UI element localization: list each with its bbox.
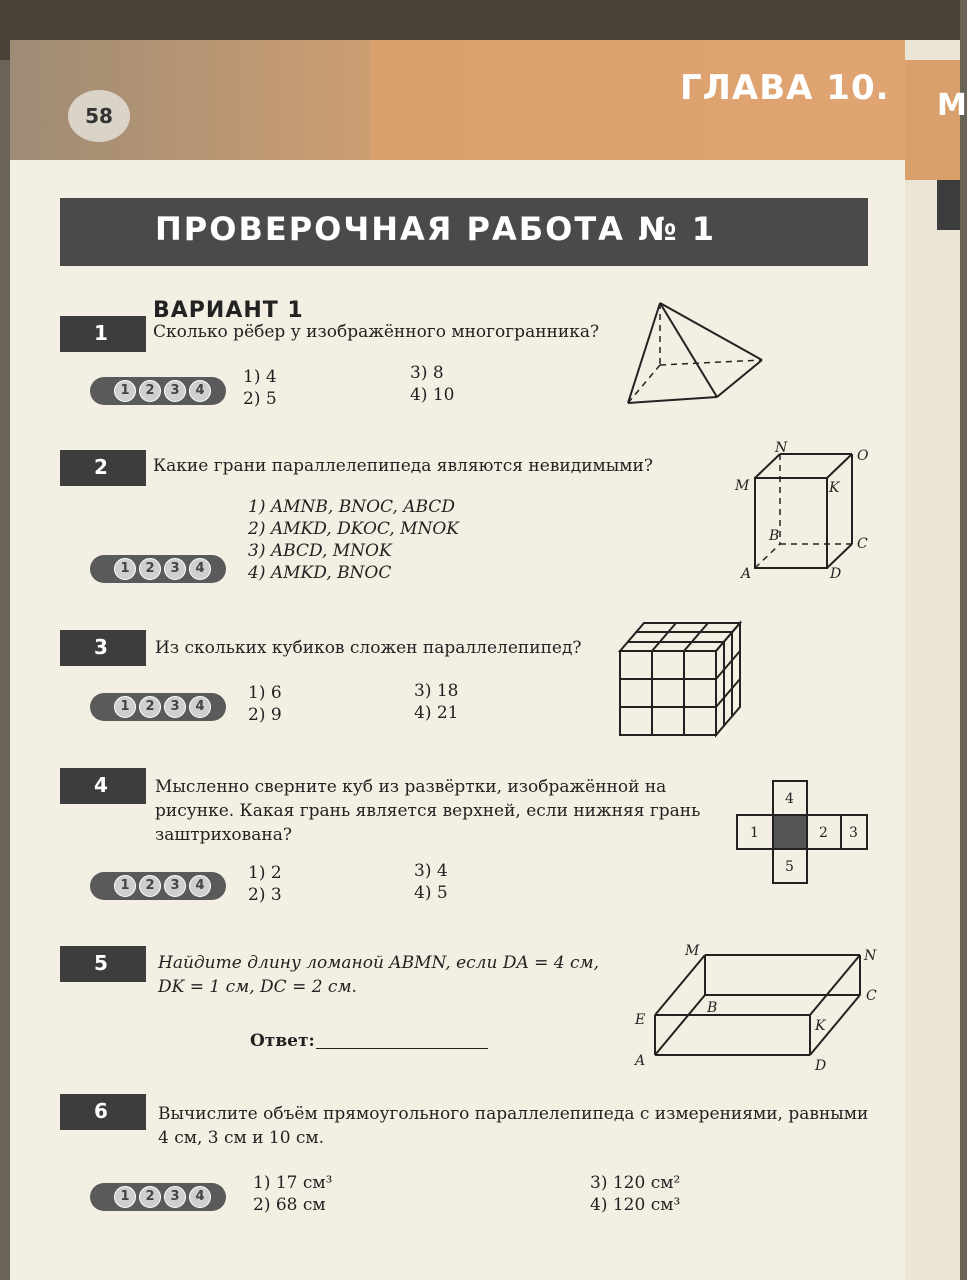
answer-circle[interactable]: 4 (189, 875, 211, 897)
q2-option-3 (248, 540, 392, 562)
q4-option-2: 2) 3 (248, 885, 282, 905)
label-a: A (635, 1053, 646, 1069)
answer-circle[interactable]: 1 (114, 558, 136, 580)
q2-option-4 (248, 562, 391, 584)
label-c: C (857, 536, 868, 552)
cube-stack-figure (610, 615, 750, 740)
q2-option-1 (248, 496, 455, 518)
answer-circle[interactable]: 4 (189, 1186, 211, 1208)
question-1-text: Сколько рёбер у изображённого многогранника? (153, 322, 600, 342)
q2-option-2-text: 2) AMKD, DKOC, MNOK (248, 519, 460, 539)
page-number: 58 (68, 90, 130, 142)
label-b: B (707, 1000, 718, 1016)
label-m: M (735, 478, 750, 494)
q6-option-1: 1) 17 см³ (253, 1173, 333, 1193)
q6-option-2: 2) 68 см (253, 1195, 326, 1215)
right-page (905, 40, 967, 1280)
q2-option-2 (248, 518, 459, 540)
label-a: A (741, 566, 752, 582)
question-6-text-line2: 4 см, 3 см и 10 см. (158, 1128, 325, 1148)
q3-option-1: 1) 6 (248, 683, 282, 703)
q4-option-4: 4) 5 (414, 883, 448, 903)
net-face-top: 4 (785, 791, 794, 807)
question-4-text-line1: Мысленно сверните куб из развёртки, изображённой на (155, 777, 667, 797)
answer-circle[interactable]: 1 (114, 1186, 136, 1208)
pyramid-figure (610, 295, 780, 410)
label-o: O (857, 448, 869, 464)
q3-option-4: 4) 21 (414, 703, 459, 723)
answer-circles-4[interactable] (90, 872, 226, 900)
question-2-text: Какие грани параллелепипеда являются невидимыми? (153, 456, 653, 476)
q1-option-4: 4) 10 (410, 385, 455, 405)
book-page (10, 40, 905, 1280)
q1-option-1: 1) 4 (243, 367, 277, 387)
header-shade (10, 40, 370, 160)
net-face-right: 2 (819, 825, 828, 841)
question-number-5: 5 (60, 946, 146, 982)
answer-circles-1[interactable] (90, 377, 226, 405)
answer-circles-6[interactable] (90, 1183, 226, 1211)
q2-option-1-text: 1) AMNB, BNOC, ABCD (248, 497, 455, 517)
answer-circle[interactable]: 1 (114, 380, 136, 402)
q6-option-3: 3) 120 см² (590, 1173, 681, 1193)
parallelepiped-figure (725, 440, 875, 580)
answer-circle[interactable]: 1 (114, 696, 136, 718)
answer-circle[interactable]: 2 (139, 1186, 161, 1208)
label-d: D (815, 1058, 827, 1074)
label-e: E (635, 1012, 646, 1028)
question-number-1: 1 (60, 316, 146, 352)
question-5-text-line2: DK = 1 см, DC = 2 см. (158, 977, 357, 997)
answer-circle[interactable]: 4 (189, 696, 211, 718)
answer-circles-3[interactable] (90, 693, 226, 721)
answer-circle[interactable]: 4 (189, 380, 211, 402)
q3-option-3: 3) 18 (414, 681, 459, 701)
test-title: ПРОВЕРОЧНАЯ РАБОТА № 1 (155, 210, 716, 248)
box-figure (610, 940, 900, 1080)
answer-circle[interactable]: 2 (139, 558, 161, 580)
q6-option-4: 4) 120 см³ (590, 1195, 681, 1215)
right-page-letter: М (937, 88, 967, 123)
label-m: M (685, 943, 700, 959)
answer-circle[interactable]: 4 (189, 558, 211, 580)
test-title-bar (60, 198, 868, 266)
right-page-header (905, 60, 967, 180)
label-b: B (769, 528, 780, 544)
question-6-text-line1: Вычислите объём прямоугольного параллелепипеда с измерениями, равными (158, 1104, 869, 1124)
label-k: K (815, 1018, 826, 1034)
chapter-title: ГЛАВА 10. (680, 68, 890, 108)
answer-circles-2[interactable] (90, 555, 226, 583)
right-page-block (937, 180, 960, 230)
question-number-6: 6 (60, 1094, 146, 1130)
variant-title: ВАРИАНТ 1 (153, 298, 304, 323)
net-face-left: 1 (750, 825, 759, 841)
question-4-text-line3: заштрихована? (155, 825, 292, 845)
answer-label: Ответ: (250, 1031, 315, 1051)
answer-circle[interactable]: 2 (139, 380, 161, 402)
label-d: D (830, 566, 842, 582)
cube-net-figure (735, 778, 875, 888)
label-c: C (866, 988, 877, 1004)
question-3-text: Из скольких кубиков сложен параллелепипед? (155, 638, 582, 658)
q2-option-4-text: 4) AMKD, BNOC (248, 563, 392, 583)
q1-option-2: 2) 5 (243, 389, 277, 409)
answer-circle[interactable]: 3 (164, 696, 186, 718)
answer-circle[interactable]: 3 (164, 558, 186, 580)
q4-option-1: 1) 2 (248, 863, 282, 883)
answer-circle[interactable]: 3 (164, 875, 186, 897)
q1-option-3: 3) 8 (410, 363, 444, 383)
net-face-bottom: 5 (785, 859, 794, 875)
answer-circle[interactable]: 1 (114, 875, 136, 897)
net-face-far: 3 (849, 825, 858, 841)
question-number-4: 4 (60, 768, 146, 804)
question-4-text-line2: рисунке. Какая грань является верхней, если нижняя грань (155, 801, 701, 821)
q4-option-3: 3) 4 (414, 861, 448, 881)
answer-circle[interactable]: 3 (164, 380, 186, 402)
label-k: K (829, 480, 840, 496)
q2-option-3-text: 3) ABCD, MNOK (248, 541, 392, 561)
q3-option-2: 2) 9 (248, 705, 282, 725)
label-n: N (775, 440, 788, 456)
question-number-2: 2 (60, 450, 146, 486)
answer-circle[interactable]: 2 (139, 875, 161, 897)
answer-circle[interactable]: 3 (164, 1186, 186, 1208)
answer-circle[interactable]: 2 (139, 696, 161, 718)
question-number-3: 3 (60, 630, 146, 666)
question-5-text-line1: Найдите длину ломаной ABMN, если DA = 4 см, (158, 953, 600, 973)
label-n: N (864, 948, 877, 964)
answer-line[interactable] (316, 1048, 488, 1049)
